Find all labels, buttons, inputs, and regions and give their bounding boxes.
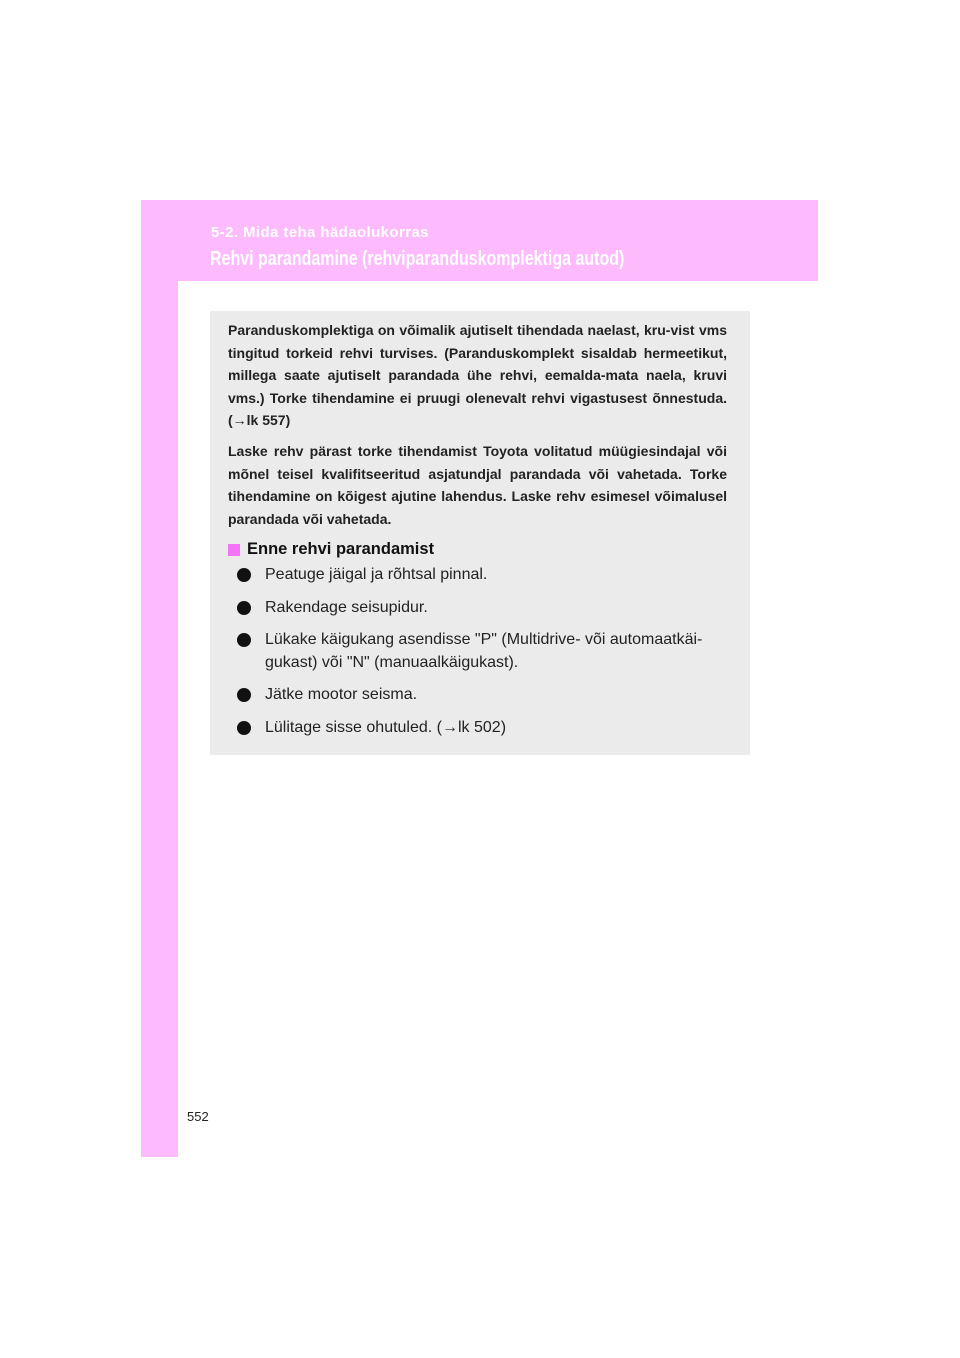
intro-paragraph-2: Laske rehv pärast torke tihendamist Toyota volitatud müügiesindajal või mõnel teisel kvalifitseeritud asjatundjal parandada või vahetada. Torke tihendamine on kõigest ajutine lahendus. Laske rehv esimesel võimalusel parandada või vahetada.: [228, 443, 727, 527]
list-item: [237, 717, 727, 740]
list-item: [237, 684, 727, 707]
bullet-dot-icon: [237, 601, 251, 615]
list-item-text: Peatuge jäigal ja rõhtsal pinnal.: [265, 566, 488, 583]
bullet-dot-icon: [237, 633, 251, 647]
square-bullet-icon: [228, 544, 240, 556]
bullet-dot-icon: [237, 568, 251, 582]
list-item: [237, 597, 727, 620]
list-item: [237, 629, 727, 674]
side-tab-strip: [141, 200, 178, 1157]
page-number: 552: [187, 1109, 209, 1124]
list-item-text: Jätke mootor seisma.: [265, 686, 418, 703]
list-item-text: Lükake käigukang asendisse "P" (Multidrive- või automaatkäi-gukast) või "N" (manuaalkäigukast).: [265, 631, 703, 671]
page-title: Rehvi parandamine (rehviparanduskomplektiga autod): [210, 248, 625, 270]
list-item: [237, 564, 727, 587]
section-label: 5-2. Mida teha hädaolukorras: [211, 224, 429, 241]
info-panel: [210, 311, 750, 755]
steps-list: [237, 564, 727, 749]
list-item-text: Rakendage seisupidur.: [265, 598, 428, 616]
section-heading: [228, 540, 434, 559]
page-header: [141, 200, 818, 281]
intro-paragraph-1: Paranduskomplektiga on võimalik ajutiselt tihendada naelast, kru-vist vms tingitud torkeid rehvi turvises. (Paranduskomplekt sisaldab hermeetikut, millega saate ajutiselt parandada ühe rehvi, eemalda-mata naela, kruvi vms.) Torke tihendamine ei pruugi olenevalt rehvi vigastusest õnnestuda. (→lk 557): [228, 322, 727, 428]
bullet-dot-icon: [237, 721, 251, 735]
list-item-text: Lülitage sisse ohutuled. (→lk 502): [265, 718, 507, 736]
bullet-dot-icon: [237, 688, 251, 702]
section-heading-text: Enne rehvi parandamist: [247, 540, 435, 558]
